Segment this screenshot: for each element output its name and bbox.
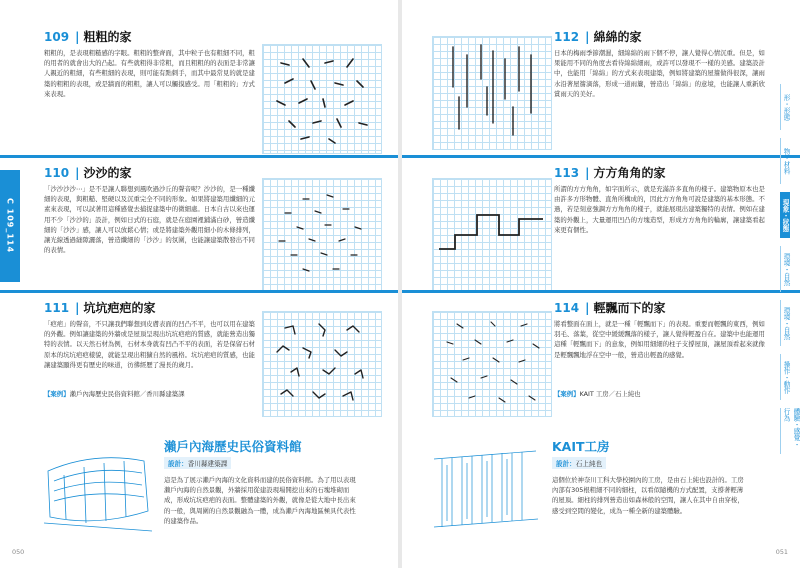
example-name: 瀨戶內海歷史民俗資料館 [164, 439, 302, 454]
illustration-rough [262, 44, 382, 154]
section-text: 日本的梅雨季節潮濕，細綿綿的雨下個不停，讓人覺得心情沉重。但是，如果能用不同的角度去看待綿綿細雨，或許可以發現不一樣的美感。建築設計中，也能用「綿綿」的方式來表現建築，例如將建築的屋簷做得很深，讓雨水沿著屋簷滴落，形成一道雨簾，營造出「綿綿」的意境，也能讓人重新欣賞雨天的美好。 [554, 49, 765, 98]
angular-path [433, 179, 551, 291]
title-bar: | [75, 30, 80, 44]
bumpy-strokes [263, 312, 381, 416]
design-value: 香川縣建築課 [187, 460, 228, 468]
drizzle-lines [433, 37, 551, 149]
case-tag: 【案例】 [44, 390, 70, 398]
section-heading: 綿綿的家 [593, 30, 642, 44]
page-number-left: 050 [12, 548, 25, 556]
example-name: KAIT工房 [552, 439, 610, 454]
chapter-tab-4[interactable]: 環境・自然 [780, 300, 791, 346]
section-number: 111 [44, 301, 70, 315]
section-heading: 粗粗的家 [83, 30, 132, 44]
chapter-index-tabs [780, 84, 800, 462]
section-body [44, 319, 256, 370]
case-line [44, 389, 256, 399]
section-title [44, 299, 155, 316]
section-number: 109 [44, 30, 70, 44]
section-text: 「沙沙沙沙⋯」是不是讓人聯想到風吹過沙丘的聲音呢？沙沙的，是一種纖細的表現，與粗糙、堅硬以及沉重完全不同的形象。如果將建築用纖細的元素來表現，可以試著用這種感覺去捕捉建築中的微細處。日本自古以來也運用不少「沙沙的」設計，例如日式的石庭，就是在庭園裡鋪滿白砂，營造纖細的「沙沙」感，讓人可以放鬆心情；或是將建築外觀用細小的木條排列，讓光線透過縫隙灑落，營造纖細的「沙沙」的氛圍，也能讓建築散發出不同的表情。 [44, 185, 255, 255]
example-description: 這是為了展示瀨戶內海的文化資料而建的民俗資料館。為了用以表現瀨戶內海的自然景觀，外牆採用從建設現場開挖出來的石塊堆砌而成，形成坑坑疤疤的表面。整體建築的外觀，就像是從大地中長出來的一般，與周圍的自然景觀融為一體，成為瀨戶內海地區極具代表性的建築作品。 [164, 476, 356, 525]
illustration-falling [432, 311, 552, 417]
section-title [44, 28, 131, 45]
section-body [44, 48, 256, 99]
case-tag: 【案例】 [554, 390, 580, 398]
rough-dashes [263, 45, 381, 153]
section-title [44, 164, 131, 181]
chapter-tab-5[interactable]: 操作・動作 [780, 354, 791, 400]
illustration-drizzle [432, 36, 552, 150]
illustration-bumpy [262, 311, 382, 417]
right-page [402, 0, 800, 568]
kait-sketch [432, 431, 540, 539]
chapter-tab-6[interactable]: 體驗・感覺・行為 [780, 408, 800, 454]
chapter-tab-0[interactable]: 形・形態 [780, 84, 791, 130]
design-value: 石上純也 [575, 460, 603, 468]
chapter-tab-2[interactable]: 現象・狀態 [780, 192, 790, 238]
title-bar: | [75, 301, 80, 315]
section-heading: 方方角角的家 [593, 166, 666, 180]
illustration-sandy [262, 178, 382, 292]
example-block-left [44, 425, 360, 545]
section-text: 「疤疤」的聲音，不只讓我們聯想到皮膚表面的凹凸不平，也可以用在建築的外觀。例如讓建築的外牆或是屋頂呈現出坑坑疤疤的質感，就能營造出獨特的表情。以天然石材為例，石材本身就有凹凸不平的表面，若是保留石材原本的坑坑疤疤樣貌，就能呈現出粗獷自然的風格。坑坑疤疤的質感，也能讓建築顯得更有歷史的味道，彷彿經歷了漫長的歲月。 [44, 320, 255, 369]
section-text: 將看整面在面上，就是一種「輕飄而下」的表現。重要而輕飄的東西，例如羽毛、落葉，從空中緩緩飄落的樣子，讓人覺得輕盈自在。建築中也能運用這種「輕飄而下」的意象，例如用細細的柱子支撐屋頂，讓屋頂看起來就像是輕飄飄地浮在空中一般，營造出輕盈的感覺。 [554, 320, 765, 359]
section-number: 114 [554, 301, 580, 315]
section-text: 粗粗的，是表現粗糙感的字眼。粗粗的整齊面，其中粒子也有粗細不同，粗的用者的就會出大的凸起。有些就粗得非常粗，而且粗粗的的表面是非常讓人親近的粗細，有些粗細的表現，則可能有點刺手，而其中最常見的就是建築的粗粗的表現，或是牆面的粗粗，讓人可以觸摸感受。用「粗粗的」方式來表現。 [44, 49, 255, 98]
section-body [554, 184, 766, 235]
section-body [44, 184, 256, 255]
section-number: 113 [554, 166, 580, 180]
example-description: 這個位於神奈川工科大學校園內的工房，是由石上純也設計的。工房內部有305根粗細不同的細柱，以看似隨機的方式配置，支撐著輕薄的屋頂。細柱的排列營造出如森林般的空間，讓人在其中自由穿梭，感受到空間的變化，成為一種全新的建築體驗。 [552, 476, 744, 515]
section-number: 110 [44, 166, 70, 180]
design-label: 設計： [556, 460, 576, 468]
section-title [554, 299, 665, 316]
chapter-tab-3[interactable]: 環境・自然 [780, 246, 791, 292]
section-heading: 輕飄而下的家 [593, 301, 666, 315]
section-title [554, 28, 641, 45]
case-text[interactable]: KAIT 工房／石上純也 [579, 390, 641, 398]
section-body [554, 319, 766, 360]
section-111 [0, 290, 398, 398]
sandy-dashes [263, 179, 381, 291]
title-bar: | [585, 166, 590, 180]
section-title [554, 164, 665, 181]
title-bar: | [75, 166, 80, 180]
design-label: 設計： [168, 460, 188, 468]
example-designer [164, 457, 231, 469]
case-line [554, 389, 766, 399]
section-text: 所謂的方方角角，如字面所示，就是充滿許多直角的樣子。建築物原本也是由許多方形物體、直角所構成的，因此方方角角可說是建築的基本形態。不過，若是刻意強調方方角角的樣子，就能展現出建築獨特的表情。例如在建築的外觀上，大量運用凹凸的方塊造型，形成方方角角的輪廓，讓建築看起來更有個性。 [554, 185, 765, 234]
page-number-right: 051 [775, 548, 788, 556]
section-number: 112 [554, 30, 580, 44]
left-page [0, 0, 398, 568]
case-text[interactable]: 瀨戶內海歷史民俗資料館／香川縣建築課 [69, 390, 185, 398]
chapter-tab-1[interactable]: 物・材料 [780, 138, 791, 184]
museum-sketch [44, 431, 152, 539]
illustration-angular [432, 178, 552, 292]
chapter-tab[interactable]: C 109_114 [0, 170, 20, 282]
section-body [554, 48, 766, 99]
title-bar: | [585, 30, 590, 44]
falling-dashes [433, 312, 551, 416]
title-bar: | [585, 301, 590, 315]
section-heading: 沙沙的家 [83, 166, 132, 180]
section-heading: 坑坑疤疤的家 [83, 301, 156, 315]
example-designer [552, 457, 606, 469]
example-block-right [432, 425, 748, 545]
